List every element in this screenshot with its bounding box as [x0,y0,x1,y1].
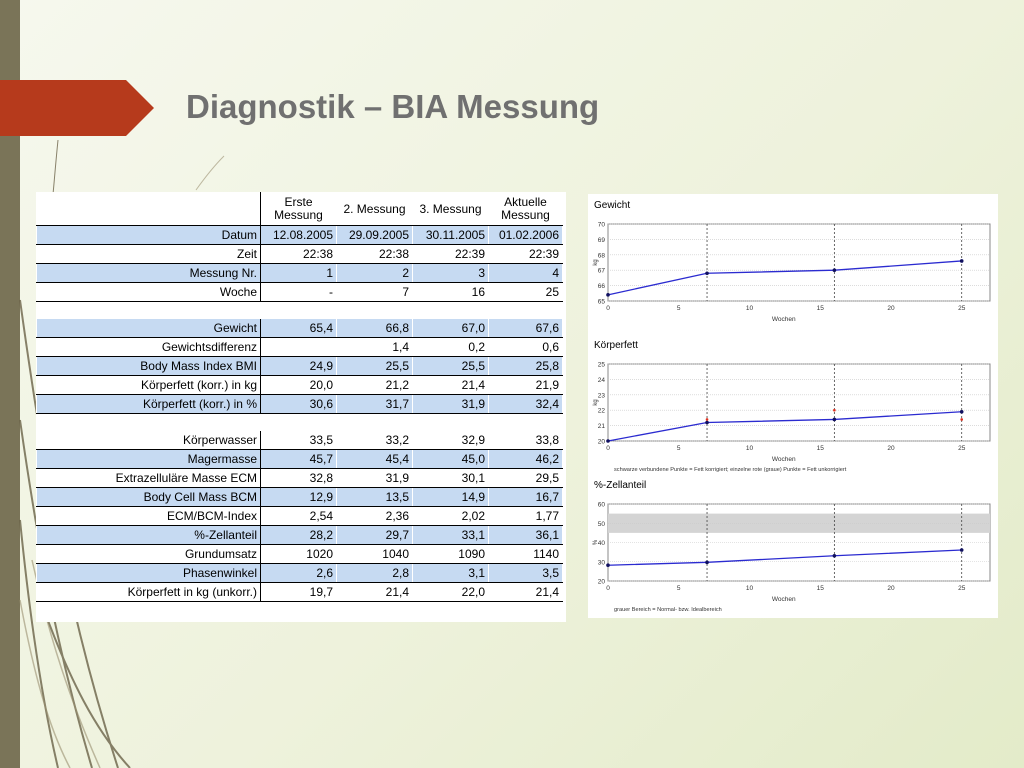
value-cell: 2 [337,264,413,283]
table-row [37,469,563,488]
row-label-cell: %-Zellanteil [37,526,261,545]
value-cell: 21,2 [337,376,413,395]
x-tick-label: 20 [887,585,895,592]
x-tick-label: 25 [958,305,966,312]
spacer-cell [489,414,563,431]
value-cell: 14,9 [413,488,489,507]
table-row [37,226,563,245]
x-tick-label: 10 [745,585,754,592]
value-cell: 30.11.2005 [413,226,489,245]
value-cell: 1 [261,264,337,283]
x-tick-label: 10 [745,445,754,452]
bia-charts-panel [588,194,998,618]
value-cell: 21,4 [413,376,489,395]
bia-charts [588,194,998,618]
value-cell: 65,4 [261,319,337,338]
table-row [37,450,563,469]
chart-2 [593,480,990,613]
value-cell: 7 [337,283,413,302]
value-cell: 19,7 [261,583,337,602]
row-label-cell: Grundumsatz [37,545,261,564]
value-cell: 1020 [261,545,337,564]
slide-title: Diagnostik – BIA Messung [186,88,600,125]
data-point [960,410,964,414]
row-label-cell: Messung Nr. [37,264,261,283]
row-label-cell: Body Cell Mass BCM [37,488,261,507]
value-cell: 33,5 [261,431,337,450]
bia-measurement-table [36,192,563,602]
table-row [37,283,563,302]
value-cell: 16 [413,283,489,302]
table-row [37,245,563,264]
y-tick-label: 68 [597,252,605,260]
table-row [37,376,563,395]
x-tick-label: 5 [676,305,681,312]
x-tick-label: 0 [606,445,610,452]
value-cell: 46,2 [489,450,563,469]
x-tick-label: 0 [606,585,610,592]
data-point [833,418,837,422]
value-cell: 32,9 [413,431,489,450]
value-cell: 3,1 [413,564,489,583]
value-cell: 12.08.2005 [261,226,337,245]
table-row [37,545,563,564]
value-cell: 29.09.2005 [337,226,413,245]
y-tick-label: 40 [597,540,605,547]
data-point [705,271,709,275]
row-label-cell: Körperfett (korr.) in % [37,395,261,414]
value-cell: - [261,283,337,302]
x-tick-label: 15 [816,305,824,312]
table-header-cell: Erste Messung [261,193,337,226]
data-point [960,548,964,552]
row-label-cell: Magermasse [37,450,261,469]
y-tick-label: 24 [597,376,605,384]
value-cell: 16,7 [489,488,563,507]
spacer-cell [337,414,413,431]
row-label-cell: Körperfett (korr.) in kg [37,376,261,395]
y-tick-label: 66 [597,283,605,291]
x-tick-label: 15 [816,445,824,452]
value-cell: 0,6 [489,338,563,357]
y-axis-label: kg [593,399,599,406]
table-row [37,526,563,545]
chart-title: Körperfett [594,340,638,351]
value-cell: 4 [489,264,563,283]
y-axis-label: kg [593,259,599,266]
x-tick-label: 25 [958,445,966,452]
value-cell: 33,8 [489,431,563,450]
spacer-cell [37,302,261,319]
value-cell: 33,2 [337,431,413,450]
table-header-cell: 2. Messung [337,193,413,226]
value-cell: 1140 [489,545,563,564]
value-cell: 25,5 [413,357,489,376]
data-point [705,421,709,425]
value-cell: 22:39 [413,245,489,264]
value-cell: 36,1 [489,526,563,545]
y-axis-label: % [593,539,599,546]
row-label-cell: Woche [37,283,261,302]
y-tick-label: 65 [597,298,605,306]
row-label-cell: ECM/BCM-Index [37,507,261,526]
row-label-cell: Datum [37,226,261,245]
value-cell: 2,36 [337,507,413,526]
row-label-cell: Gewichtsdifferenz [37,338,261,357]
x-tick-label: 0 [606,305,610,312]
chart-0 [593,200,990,323]
table-row [37,564,563,583]
data-point [606,563,610,567]
chart-note: schwarze verbundene Punkte = Fett korrigiert; einzelne rote (graue) Punkte = Fett unkorrigiert [614,467,847,473]
value-cell: 32,8 [261,469,337,488]
y-tick-label: 25 [597,361,605,369]
table-header-row [37,193,563,226]
value-cell: 30,1 [413,469,489,488]
table-row [37,583,563,602]
table-header-cell [37,193,261,226]
value-cell: 31,7 [337,395,413,414]
x-axis-label: Wochen [771,456,796,463]
value-cell: 22:38 [261,245,337,264]
x-tick-label: 20 [887,445,895,452]
bia-table-panel [36,192,566,622]
value-cell: 67,6 [489,319,563,338]
value-cell: 45,7 [261,450,337,469]
value-cell: 2,02 [413,507,489,526]
table-row [37,357,563,376]
value-cell: 30,6 [261,395,337,414]
x-axis-label: Wochen [771,316,796,323]
y-tick-label: 20 [597,578,605,586]
table-row [37,488,563,507]
table-row [37,319,563,338]
value-cell: 1,77 [489,507,563,526]
value-cell: 28,2 [261,526,337,545]
x-tick-label: 10 [745,305,754,312]
value-cell: 21,9 [489,376,563,395]
spacer-cell [261,414,337,431]
value-cell: 13,5 [337,488,413,507]
value-cell: 29,5 [489,469,563,488]
row-label-cell: Gewicht [37,319,261,338]
spacer-cell [413,414,489,431]
chart-1 [593,340,990,473]
value-cell: 33,1 [413,526,489,545]
value-cell: 20,0 [261,376,337,395]
value-cell: 0,2 [413,338,489,357]
chart-title: %-Zellanteil [594,480,647,491]
plot-area [608,364,990,441]
uncorrected-point [706,418,709,421]
y-tick-label: 21 [597,423,605,431]
row-label-cell: Körperwasser [37,431,261,450]
y-tick-label: 70 [597,221,605,229]
value-cell: 1,4 [337,338,413,357]
x-tick-label: 5 [676,445,681,452]
y-tick-label: 23 [597,392,605,400]
value-cell: 1040 [337,545,413,564]
value-cell: 29,7 [337,526,413,545]
value-cell: 67,0 [413,319,489,338]
uncorrected-point [960,418,963,421]
value-cell: 32,4 [489,395,563,414]
value-cell [261,338,337,357]
value-cell: 21,4 [337,583,413,602]
y-tick-label: 60 [597,501,605,509]
y-tick-label: 22 [597,407,605,415]
row-label-cell: Body Mass Index BMI [37,357,261,376]
value-cell: 1090 [413,545,489,564]
table-row [37,395,563,414]
data-point [833,268,837,272]
x-axis-label: Wochen [771,596,796,603]
value-cell: 25 [489,283,563,302]
value-cell: 21,4 [489,583,563,602]
value-cell: 31,9 [413,395,489,414]
x-tick-label: 20 [887,305,895,312]
data-point [960,259,964,263]
value-cell: 31,9 [337,469,413,488]
uncorrected-point [833,409,836,412]
value-cell: 3 [413,264,489,283]
value-cell: 25,5 [337,357,413,376]
value-cell: 2,6 [261,564,337,583]
value-cell: 45,0 [413,450,489,469]
spacer-cell [489,302,563,319]
value-cell: 2,8 [337,564,413,583]
y-tick-label: 30 [597,559,605,567]
spacer-cell [261,302,337,319]
table-row [37,338,563,357]
table-row [37,431,563,450]
value-cell: 45,4 [337,450,413,469]
row-label-cell: Zeit [37,245,261,264]
value-cell: 01.02.2006 [489,226,563,245]
table-row [37,264,563,283]
table-header-cell: 3. Messung [413,193,489,226]
value-cell: 25,8 [489,357,563,376]
value-cell: 24,9 [261,357,337,376]
value-cell: 12,9 [261,488,337,507]
data-point [606,293,610,297]
value-cell: 2,54 [261,507,337,526]
value-cell: 66,8 [337,319,413,338]
row-label-cell: Phasenwinkel [37,564,261,583]
chart-note: grauer Bereich = Normal- bzw. Idealbereich [614,607,722,613]
y-tick-label: 50 [597,520,605,528]
data-point [606,439,610,443]
row-label-cell: Extrazelluläre Masse ECM [37,469,261,488]
x-tick-label: 15 [816,585,824,592]
value-cell: 22,0 [413,583,489,602]
spacer-cell [37,414,261,431]
data-point [705,561,709,565]
y-tick-label: 69 [597,236,605,244]
data-point [833,554,837,558]
x-tick-label: 25 [958,585,966,592]
spacer-cell [337,302,413,319]
table-row [37,507,563,526]
table-spacer-row [37,302,563,319]
value-cell: 22:39 [489,245,563,264]
table-header-cell: Aktuelle Messung [489,193,563,226]
spacer-cell [413,302,489,319]
value-cell: 3,5 [489,564,563,583]
y-tick-label: 20 [597,438,605,446]
table-spacer-row [37,414,563,431]
x-tick-label: 5 [676,585,681,592]
title-arrow-accent [0,80,154,136]
y-tick-label: 67 [597,267,605,275]
chart-title: Gewicht [594,200,631,211]
row-label-cell: Körperfett in kg (unkorr.) [37,583,261,602]
value-cell: 22:38 [337,245,413,264]
